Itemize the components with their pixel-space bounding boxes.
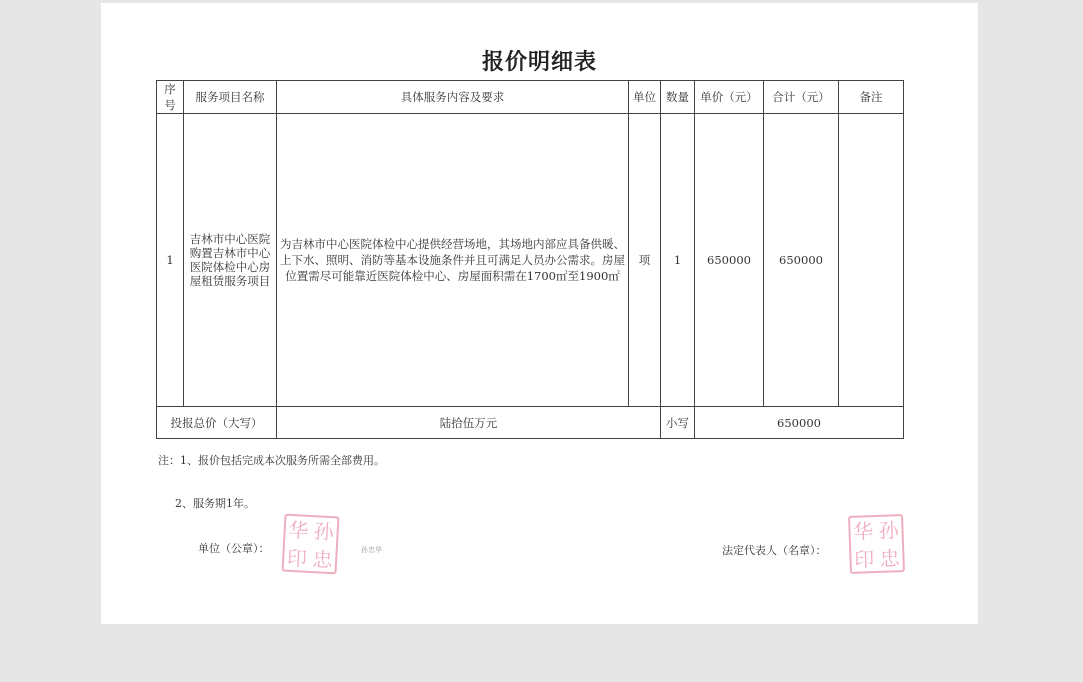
small-label: 小写 [661, 407, 695, 439]
total-cell: 650000 [764, 114, 839, 407]
legal-rep-label: 法定代表人（名章）： [722, 544, 827, 557]
seal-char: 华 [852, 519, 874, 544]
document-title: 报价明细表 [481, 49, 597, 75]
quote-table [156, 80, 904, 439]
total-amount-words: 陆拾伍万元 [277, 407, 661, 439]
unit-cell: 项 [629, 114, 661, 407]
seal-char: 华 [287, 517, 310, 543]
note-1: 注：1、报价包括完成本次服务所需全部费用。 [158, 454, 385, 467]
header-cell: 服务项目名称 [184, 81, 277, 114]
unit-seal-label: 单位（公章）： [198, 542, 270, 555]
unit-price-cell: 650000 [695, 114, 764, 407]
seal-char: 孙 [878, 518, 900, 543]
quantity-cell: 1 [661, 114, 695, 407]
table-row [157, 114, 904, 407]
header-cell: 序号 [157, 81, 184, 114]
legal-rep-seal-stamp [848, 514, 905, 574]
total-amount: 650000 [695, 407, 904, 439]
seal-char: 忠 [879, 546, 901, 571]
header-cell: 单位 [629, 81, 661, 114]
header-cell: 备注 [839, 81, 904, 114]
header-cell: 单价（元） [695, 81, 764, 114]
unit-seal-stamp [282, 514, 340, 575]
document-page [101, 3, 978, 624]
seal-char: 忠 [311, 547, 334, 573]
header-cell: 具体服务内容及要求 [277, 81, 629, 114]
seal-char: 印 [286, 545, 308, 571]
remark-cell [839, 114, 904, 407]
seal-char: 印 [853, 547, 875, 572]
service-name: 吉林市中心医院购置吉林市中心医院体检中心房屋租赁服务项目 [184, 114, 277, 407]
table-header-row [157, 81, 904, 114]
row-number: 1 [157, 114, 184, 407]
total-row [157, 407, 904, 439]
header-cell: 合计（元） [764, 81, 839, 114]
service-content: 为吉林市中心医院体检中心提供经营场地，其场地内部应具备供暖、上下水、照明、消防等基本设施条件并且可满足人员办公需求。房屋位置需尽可能靠近医院体检中心、房屋面积需在1700㎡至1900㎡ [277, 114, 629, 407]
seal-char: 孙 [313, 519, 335, 545]
header-cell: 数量 [661, 81, 695, 114]
handwritten-mark: 孙忠华 [361, 546, 382, 554]
note-2: 2、服务期1年。 [175, 497, 255, 510]
total-label: 投报总价（大写） [157, 407, 277, 439]
